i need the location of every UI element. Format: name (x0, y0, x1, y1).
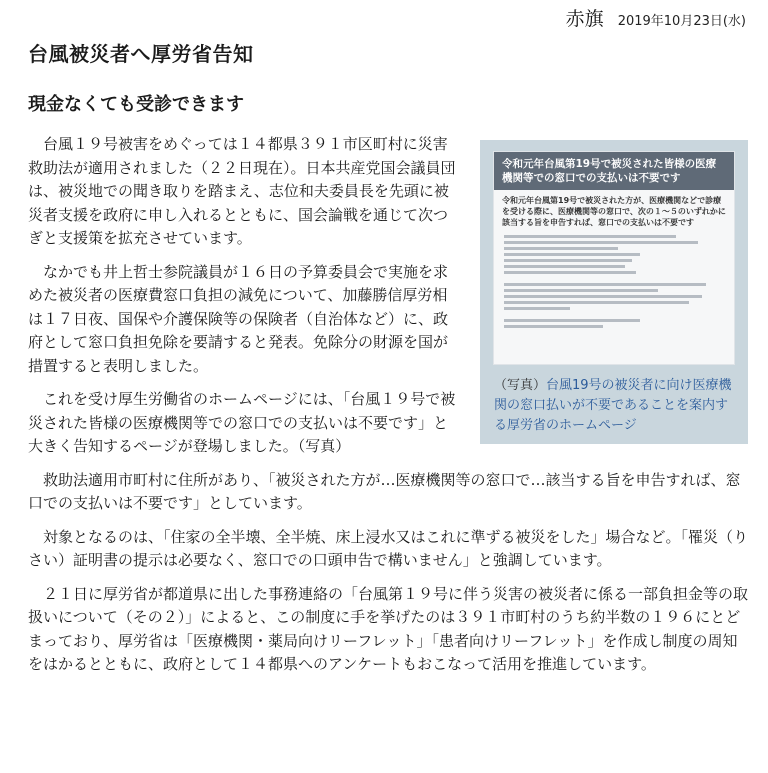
masthead (566, 4, 746, 31)
paragraph: 対象となるのは、「住家の全半壊、全半焼、床上浸水又はこれに準ずる被災をした」場合など。「罹災（りさい）証明書の提示は必要なく、窓口での口頭申告で構いません」と強調しています。 (28, 527, 749, 569)
photo-text-lines (494, 230, 734, 333)
publication-date: 2019年10月23日(水) (617, 14, 746, 29)
paragraph: なかでも井上哲士参院議員が１６日の予算委員会で実施を求めた被災者の医療費窓口負担の減免について、加藤勝信厚労相は１７日夜、国保や介護保険等の保険者（自治体など）に、政府として窓口負担免除を要請すると発表。免除分の財源を国が措置すると表明しました。 (28, 262, 449, 375)
article-body (28, 133, 750, 687)
website-screenshot-image[interactable] (493, 151, 735, 365)
paragraph: 台風１９号被害をめぐっては１４都県３９１市区町村に災害救助法が適用されました（２２日現在）。日本共産党国会議員団は、被災地での聞き取りを踏まえ、志位和夫委員長を先頭に被災者支援を政府に申し入れるとともに、国会論戦を通じて次つぎと支援策を拡充させています。 (28, 135, 456, 247)
paragraph: ２１日に厚労省が都道県に出した事務連絡の「台風第１９号に伴う災害の被災者に係る一部負担金等の取扱いについて（その２）」によると、この制度に手を挙げたのは３９１市町村のうち約半数の１９６にとどまっており、厚労省は「医療機関・薬局向けリーフレット」「患者向けリーフレット」を作成し制度の周知をはかるとともに、政府として１４都県へのアンケートもおこなって活用を推進しています。 (28, 584, 749, 673)
photo-figure (480, 140, 748, 444)
newspaper-logo: 赤旗 (565, 8, 604, 30)
photo-heading: 令和元年台風第19号で被災された皆様の医療機関等での窓口での支払いは不要です (494, 152, 734, 190)
photo-caption (494, 376, 738, 436)
paragraph: 救助法適用市町村に住所があり、「被災された方が…医療機関等の窓口で…該当する旨を申告すれば、窓口での支払いは不要です」としています。 (28, 470, 741, 512)
paragraph: これを受け厚生労働省のホームページには、「台風１９号で被災された皆様の医療機関等での窓口での支払いは不要です」と大きく告知するページが登場しました。（写真） (28, 390, 456, 455)
caption-text[interactable]: 台風19号の被災者に向け医療機関の窓口払いが不要であることを案内する厚労省のホームページ (494, 378, 732, 433)
photo-subheading: 令和元年台風第19号で被災された方が、医療機関などで診療を受ける際に、医療機関等の窓口で、次の１～５のいずれかに該当する旨を申告すれば、窓口での支払いは不要です (502, 196, 726, 227)
caption-label: （写真） (494, 378, 547, 393)
article-subtitle: 現金なくても受診できます (28, 94, 244, 115)
article-title: 台風被災者へ厚労省告知 (28, 42, 254, 66)
